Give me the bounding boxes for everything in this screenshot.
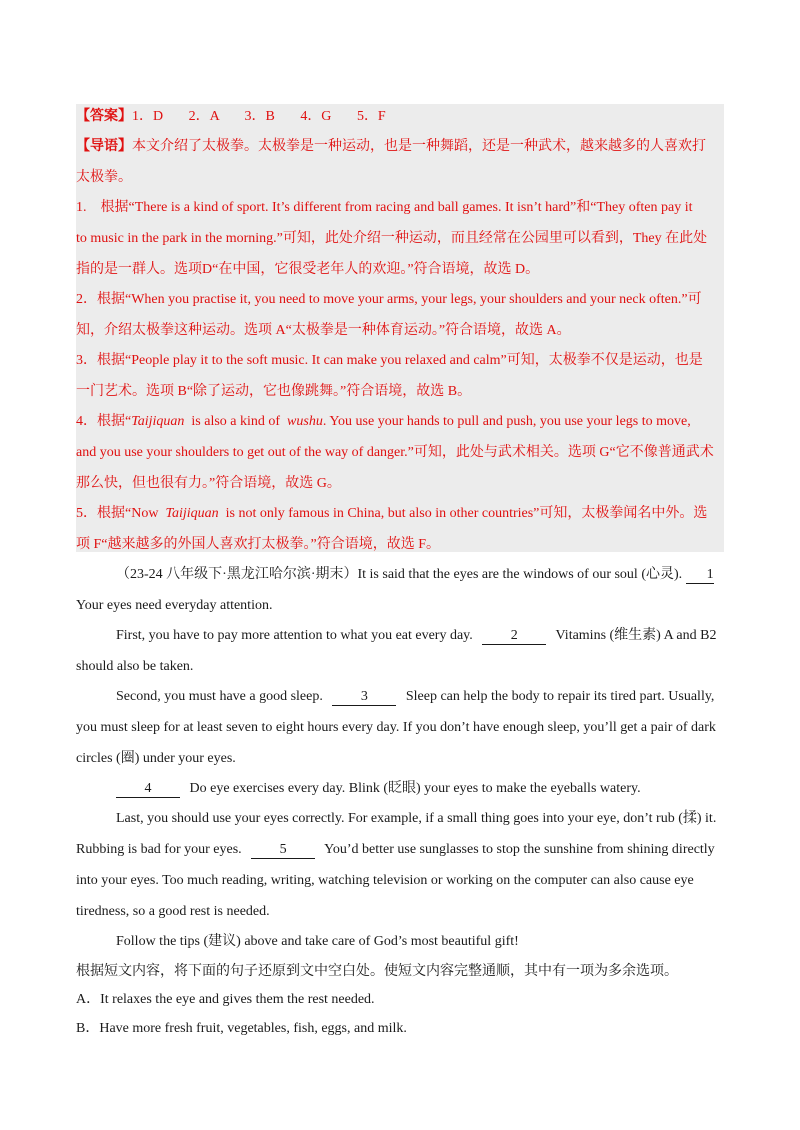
explanation-3-line-2: 一门艺术。选项 B“除了运动，它也像跳舞。”符合语境，故选 B。 [76,384,472,399]
guide-line-2: 太极拳。 [76,170,132,185]
taijiquan-term: Taijiquan [131,414,185,429]
explanation-4-rest: . You use your hands to pull and push, you use your legs to move, [322,414,691,429]
passage-p3-mid: Sleep can help the body to repair its tired part. Usually, [405,689,715,704]
explanation-4-line-3: 那么快，但也很有力。”符合语境，故选 G。 [76,476,341,491]
passage-line-5 [116,687,714,707]
explanation-1-line-2: to music in the park in the morning.”可知，此处介绍一种运动，而且经常在公园里可以看到，They 在此处 [76,231,708,246]
taijiquan-term: Taijiquan [165,506,219,521]
wushu-term: wushu [287,414,323,429]
passage-p5-start: Rubbing is bad for your eyes. [76,842,242,857]
answer-item-3: 3．B [244,109,275,124]
answer-item-2: 2．A [188,109,219,124]
passage-line-10 [76,840,715,860]
explanation-5-rest: is not only famous in China, but also in other countries”可知，太极拳闻名中外。选 [218,506,708,521]
passage-line-3 [116,626,716,646]
passage-line-6: you must sleep for at least seven to eight hours every day. If you don’t have enough sleep, you’ll get a pair of dark [76,720,716,735]
blank-3[interactable]: 3 [332,689,396,706]
instruction: 根据短文内容，将下面的句子还原到文中空白处。使短文内容完整通顺，其中有一项为多余选项。 [76,964,678,979]
passage-line-4: should also be taken. [76,659,194,674]
answer-line [76,107,386,127]
answer-item-5: 5．F [356,109,386,124]
passage-p2-mid: Vitamins (维生素) A and B2 [555,628,717,643]
explanation-1-line-3: 指的是一群人。选项D“在中国，它很受老年人的欢迎。”符合语境，故选 D。 [76,262,540,277]
passage-p3-start: Second, you must have a good sleep. [116,689,323,704]
guide-text: 本文介绍了太极拳。太极拳是一种运动，也是一种舞蹈，还是一种武术，越来越多的人喜欢打 [132,139,706,154]
guide-label: 【导语】 [76,139,132,154]
blank-1[interactable]: 1 [686,567,714,584]
passage-p5-mid: You’d better use sunglasses to stop the sunshine from shining directly [324,842,715,857]
passage-p4: Do eye exercises every day. Blink (眨眼) your eyes to make the eyeballs watery. [189,781,641,796]
explanation-4-line-2: and you use your shoulders to get out of the way of danger.”可知，此处与武术相关。选项 G“它不像普通武术 [76,445,714,460]
passage-line-8 [116,779,641,799]
blank-4[interactable]: 4 [116,781,180,798]
passage-line-12: tiredness, so a good rest is needed. [76,904,270,919]
guide-line-1 [76,137,706,157]
explanation-4-line-1 [76,412,691,432]
passage-line-9: Last, you should use your eyes correctly. For example, if a small thing goes into your eye, don’t rub (揉) it. [116,811,717,826]
passage-line-13: Follow the tips (建议) above and take care of God’s most beautiful gift! [116,934,519,949]
explanation-4-mid: is also a kind of [184,414,288,429]
blank-5[interactable]: 5 [251,842,315,859]
passage-line-2: Your eyes need everyday attention. [76,598,273,613]
option-a[interactable]: A．It relaxes the eye and gives them the rest needed. [76,992,375,1007]
passage-p2-start: First, you have to pay more attention to what you eat every day. [116,628,473,643]
blank-2[interactable]: 2 [482,628,546,645]
passage-intro: （23-24 八年级下·黑龙江哈尔滨·期末）It is said that the eyes are the windows of our soul (心灵). [116,567,683,582]
passage-line-7: circles (圈) under your eyes. [76,751,236,766]
passage-line-1 [116,565,714,585]
explanation-1-line-1: 1. 根据“There is a kind of sport. It’s different from racing and ball games. It isn’t hard”和“They often pay it [76,200,693,215]
explanation-4-prefix: 4．根据“ [76,414,132,429]
answer-item-1: 1．D [132,109,164,124]
explanation-2-line-2: 知，介绍太极拳这种运动。选项 A“太极拳是一种体育运动。”符合语境，故选 A。 [76,323,571,338]
answer-item-4: 4．G [300,109,332,124]
explanation-5-line-2: 项 F“越来越多的外国人喜欢打太极拳。”符合语境，故选 F。 [76,537,440,552]
explanation-2-line-1: 2．根据“When you practise it, you need to move your arms, your legs, your shoulders and your neck often.”可 [76,292,702,307]
explanation-5-prefix: 5．根据“Now [76,506,166,521]
explanation-5-line-1 [76,504,707,524]
answer-label: 【答案】 [76,109,132,124]
explanation-3-line-1: 3．根据“People play it to the soft music. It can make you relaxed and calm”可知，太极拳不仅是运动，也是 [76,353,703,368]
option-b[interactable]: B．Have more fresh fruit, vegetables, fish, eggs, and milk. [76,1021,407,1036]
passage-line-11: into your eyes. Too much reading, writing, watching television or working on the computer can also cause eye [76,873,694,888]
